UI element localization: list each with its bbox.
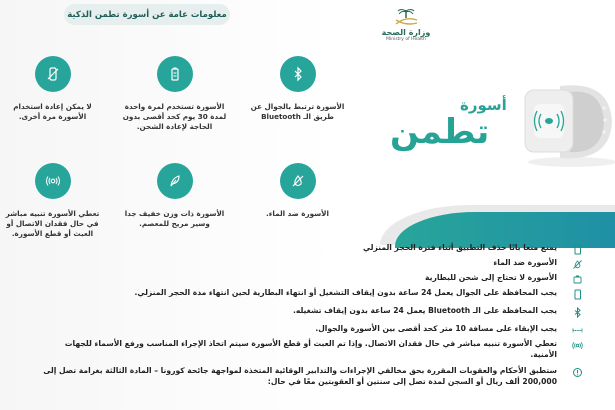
title-pill bbox=[64, 4, 230, 25]
rule-text: يجب المحافظة على الـ Bluetooth يعمل 24 ساعة بدون إيقاف تشغيله. bbox=[292, 306, 557, 315]
feature-lightweight bbox=[122, 163, 227, 229]
brand-label-small: أسورة bbox=[460, 96, 507, 114]
bracelet-illustration bbox=[520, 76, 615, 168]
logo-english: Ministry of Health bbox=[386, 37, 426, 42]
feature-text: تعطي الأسورة تنبيه مباشر في حال فقدان الاتصال أو العبث أو قطع الأسورة. bbox=[5, 209, 100, 238]
feature-no-reuse bbox=[0, 56, 105, 122]
feature-text: الأسورة ترتبط بالجوال عن طريق الـ Bluetooth bbox=[250, 102, 345, 121]
signal-alert-icon bbox=[572, 340, 583, 351]
rule-text: الأسورة ضد الماء bbox=[493, 258, 557, 267]
list-item bbox=[40, 258, 585, 270]
feature-text: الأسورة ضد الماء. bbox=[266, 209, 329, 218]
signal-alert-icon bbox=[45, 173, 61, 189]
logo-arabic: وزارة الصحة bbox=[381, 28, 431, 37]
list-item bbox=[40, 324, 585, 336]
feature-bluetooth bbox=[245, 56, 350, 122]
ministry-logo bbox=[372, 8, 440, 52]
no-reuse-icon bbox=[45, 66, 61, 82]
list-item bbox=[40, 306, 585, 318]
rules-list bbox=[40, 243, 585, 390]
list-item bbox=[40, 339, 585, 360]
rule-text: ستطبق الأحكام والعقوبات المقررة بحق مخالفي الإجراءات والتدابير الوقائية المتخذة لمواجهة جائحة كورونا – المادة الثالثة بغرامة تصل إلى 200,000 ألف ريال أو السجن لمدة تصل إلى سنتين أو العقوبتين معًا في حال: bbox=[43, 366, 557, 386]
rule-text: الأسورة لا تحتاج إلى شحن للبطارية bbox=[424, 273, 557, 282]
battery-recycle-icon bbox=[167, 66, 183, 82]
rule-text: تعطي الأسورة تنبيه مباشر في حال فقدان الاتصال. وإذا تم العبث أو قطع الأسورة سيتم اتخاذ الإجراء المناسب ورفع الأسماء للجهات الأمنية. bbox=[64, 339, 557, 359]
brand-label-big: تطمن bbox=[390, 112, 490, 152]
palm-swords-icon bbox=[391, 8, 421, 28]
rule-text: يجب الإبقاء على مسافة 10 متر كحد أقصى بين الأسورة والجوال. bbox=[315, 324, 557, 333]
list-item bbox=[40, 243, 585, 255]
list-item bbox=[40, 288, 585, 300]
feature-text: الأسورة ذات وزن خفيف جدا وسير مريح للمعصم. bbox=[124, 209, 225, 228]
warning-icon bbox=[572, 367, 583, 378]
bluetooth-icon bbox=[572, 307, 583, 318]
feature-alert bbox=[0, 163, 105, 239]
battery-icon bbox=[572, 274, 583, 285]
list-item bbox=[40, 273, 585, 285]
bluetooth-icon bbox=[290, 66, 306, 82]
distance-icon bbox=[572, 325, 583, 336]
rule-text: يمنع منعا باتًا حذف التطبيق أثناء فترة الحجر المنزلي bbox=[363, 243, 557, 252]
waterproof-icon bbox=[572, 259, 583, 270]
feature-text: لا يمكن إعادة استخدام الأسورة مرة أخرى. bbox=[13, 102, 92, 121]
phone-icon bbox=[572, 244, 583, 255]
feature-text: الأسورة تستخدم لمرة واحدة لمدة 30 يوم كحد أقصى بدون الحاجة لإعادة الشحن. bbox=[122, 102, 227, 131]
phone-icon bbox=[572, 289, 583, 300]
rule-text: يجب المحافظة على الجوال يعمل 24 ساعة بدون إيقاف التشغيل أو انتهاء البطارية لحين انتهاء مدة الحجر المنزلي. bbox=[134, 288, 557, 297]
page-title: معلومات عامة عن أسورة تطمن الذكية bbox=[67, 9, 227, 20]
waterproof-icon bbox=[290, 173, 306, 189]
list-item bbox=[40, 366, 585, 387]
feature-waterproof bbox=[245, 163, 350, 219]
feather-icon bbox=[167, 173, 183, 189]
feature-battery bbox=[122, 56, 227, 132]
